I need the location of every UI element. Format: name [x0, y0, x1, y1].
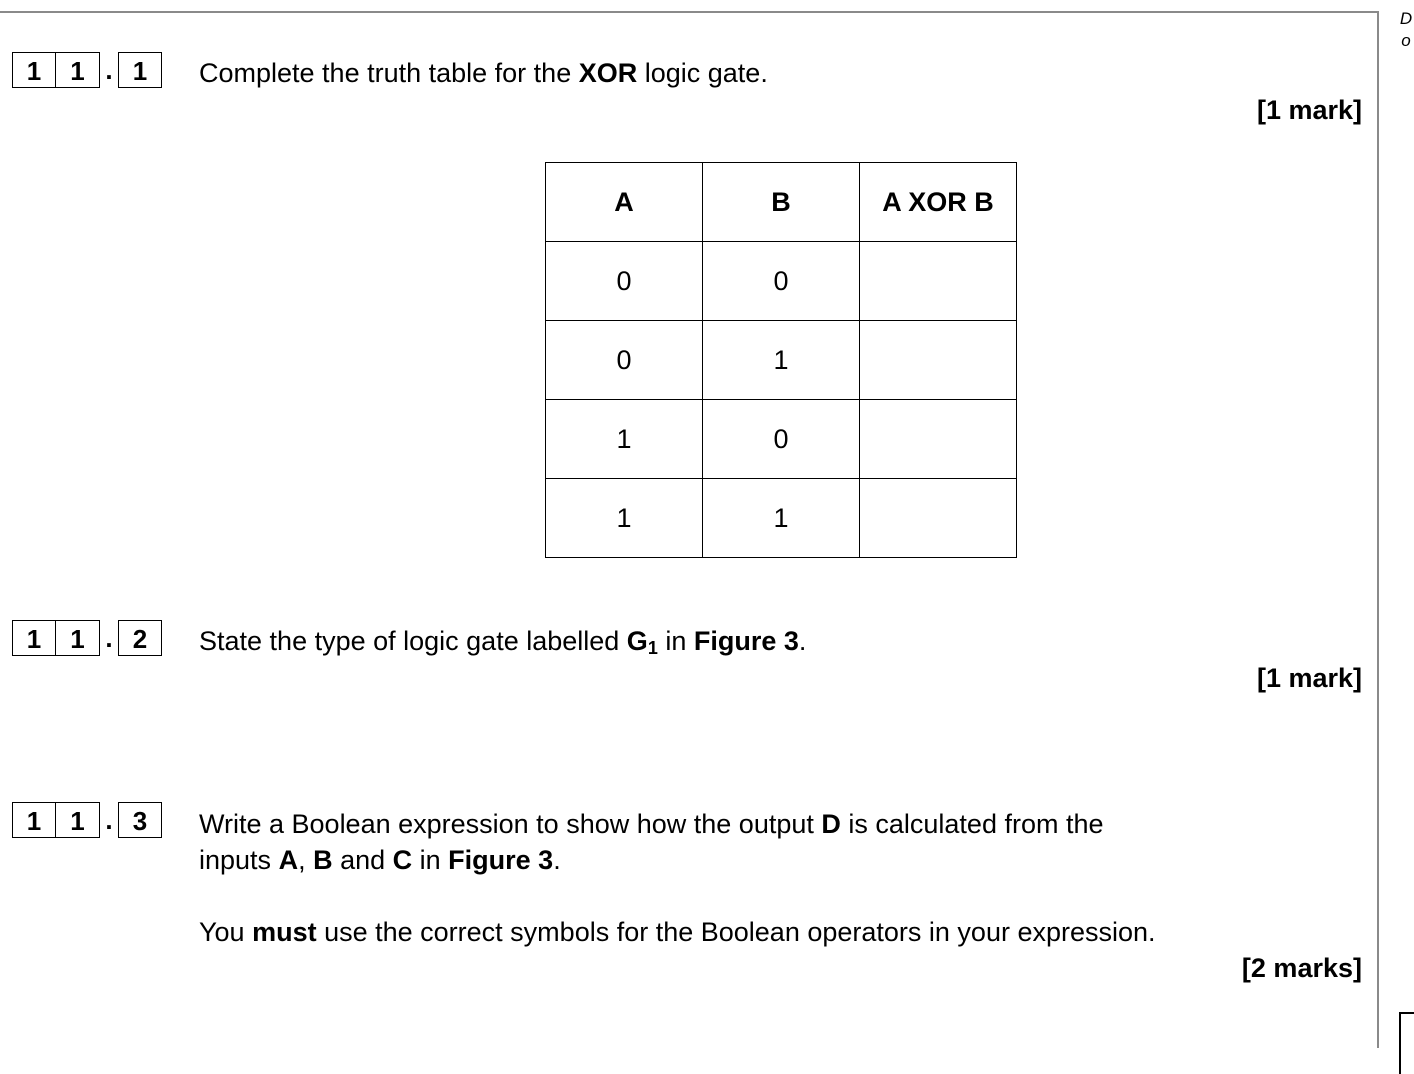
question-number-digit: 1 [56, 52, 100, 88]
answer-cell[interactable] [860, 400, 1017, 479]
text-run: , [298, 845, 314, 875]
text-run: and [332, 845, 393, 875]
question-part-digit: 1 [118, 52, 162, 88]
text-run: Write a Boolean expression to show how the output [199, 809, 822, 839]
question-number-dot: . [105, 623, 113, 653]
marks-11-3: [2 marks] [1241, 953, 1362, 983]
text-run: . [798, 626, 807, 656]
cell-a: 1 [546, 479, 703, 558]
text-run: You [199, 917, 253, 947]
text-run: Figure 3 [448, 845, 554, 875]
table-row [546, 479, 1017, 558]
question-number-digit: 1 [56, 620, 100, 656]
cell-a: 0 [546, 321, 703, 400]
marks-11-2: [1 mark] [1256, 663, 1362, 693]
page-right-margin-line [1377, 11, 1379, 1048]
text-run: B [313, 845, 333, 875]
answer-cell[interactable] [860, 479, 1017, 558]
text-run: Complete the truth table for the [199, 58, 579, 88]
question-number-dot: . [105, 805, 113, 835]
text-run: State the type of logic gate labelled [199, 626, 627, 656]
question-part-digit: 2 [118, 620, 162, 656]
question-number-11-2 [12, 618, 162, 656]
margin-note-line-1: D [1399, 9, 1413, 28]
cell-a: 0 [546, 242, 703, 321]
header-a: A [546, 163, 703, 242]
text-run: inputs [199, 845, 279, 875]
question-instruction-11-3 [199, 914, 1156, 950]
answer-box-corner [1399, 1012, 1414, 1074]
text-run: XOR [578, 58, 638, 88]
text-run: is calculated from the [840, 809, 1104, 839]
text-run: in [657, 626, 694, 656]
text-run: logic gate. [637, 58, 768, 88]
header-a-xor-b: A XOR B [860, 163, 1017, 242]
xor-truth-table [545, 162, 1017, 558]
text-run: Figure 3 [693, 626, 799, 656]
question-text-11-3-line-1 [199, 806, 1104, 842]
cell-b: 1 [703, 321, 860, 400]
text-run: in [412, 845, 449, 875]
text-run: G [626, 626, 648, 656]
question-text-11-1 [199, 55, 768, 91]
truth-table-header-row [546, 163, 1017, 242]
text-run: 1 [647, 638, 658, 658]
margin-note-line-2: o [1401, 31, 1411, 50]
cell-b: 0 [703, 242, 860, 321]
question-number-11-3 [12, 800, 162, 838]
question-number-dot: . [105, 55, 113, 85]
cell-b: 1 [703, 479, 860, 558]
marks-11-1: [1 mark] [1256, 95, 1362, 125]
text-run: must [252, 917, 317, 947]
question-number-digit: 1 [12, 802, 56, 838]
question-text-11-2 [199, 623, 806, 666]
question-number-digit: 1 [12, 52, 56, 88]
question-number-digit: 1 [56, 802, 100, 838]
answer-cell[interactable] [860, 242, 1017, 321]
header-b: B [703, 163, 860, 242]
cell-a: 1 [546, 400, 703, 479]
text-run: . [553, 845, 561, 875]
cell-b: 0 [703, 400, 860, 479]
question-part-digit: 3 [118, 802, 162, 838]
table-row [546, 242, 1017, 321]
text-run: A [278, 845, 299, 875]
answer-cell[interactable] [860, 321, 1017, 400]
question-number-digit: 1 [12, 620, 56, 656]
margin-note [1398, 8, 1414, 52]
text-run: use the correct symbols for the Boolean operators in your expression. [316, 917, 1156, 947]
question-text-11-3-line-2 [199, 842, 561, 878]
page-top-border [0, 11, 1378, 13]
text-run: C [392, 845, 413, 875]
text-run: D [821, 809, 841, 839]
question-number-11-1 [12, 50, 162, 88]
table-row [546, 400, 1017, 479]
table-row [546, 321, 1017, 400]
